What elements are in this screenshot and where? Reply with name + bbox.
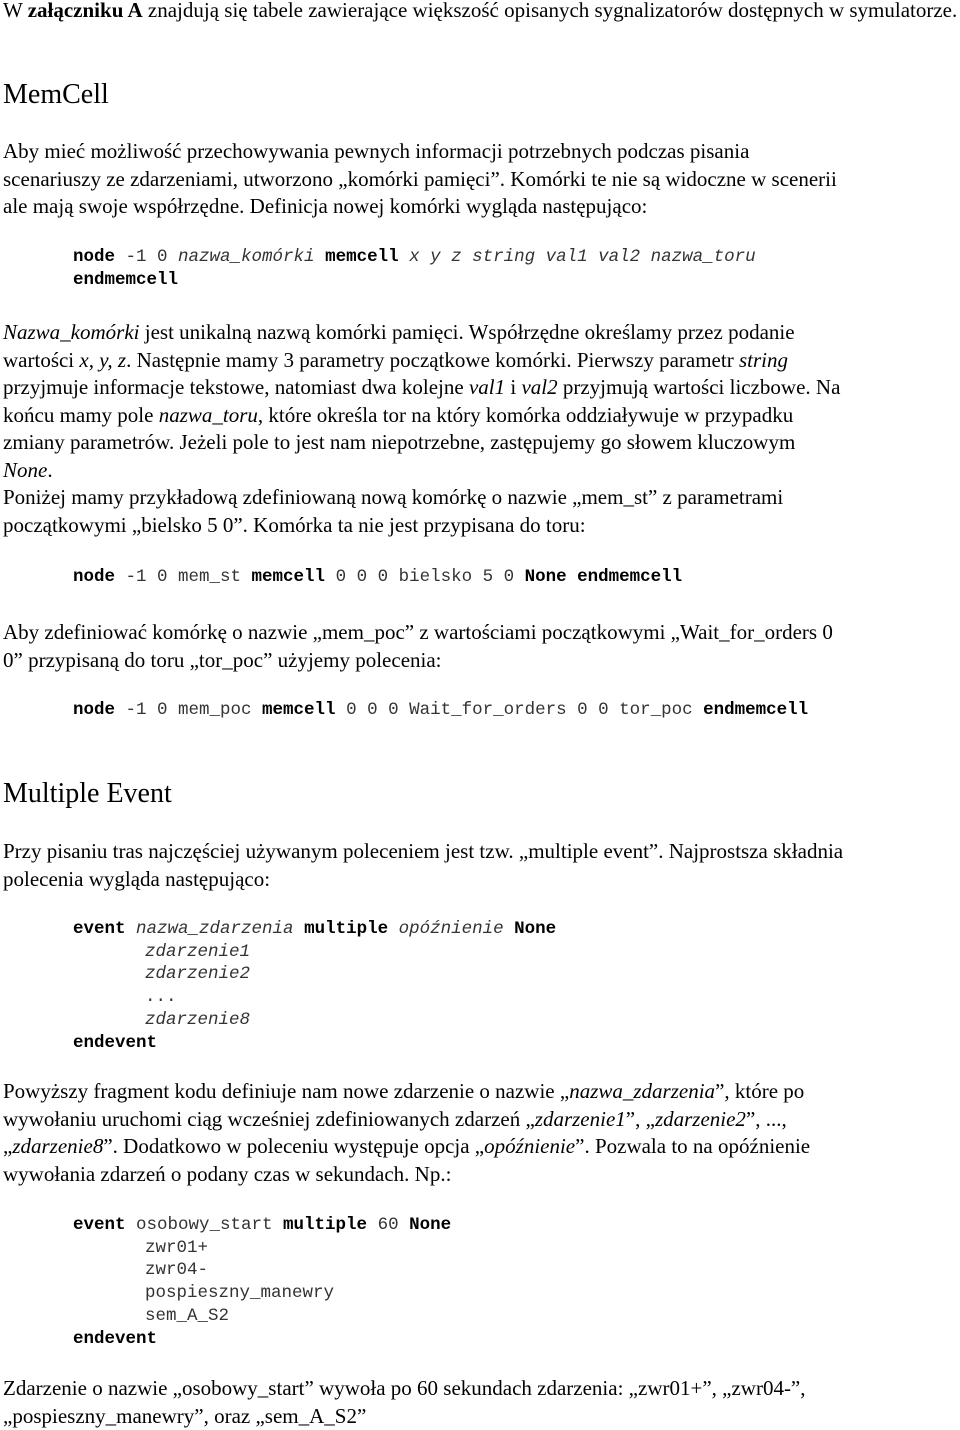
memcell-definition-code: node -1 0 nazwa_komórki memcell x y z string val1 val2 nazwa_toru endmemcell — [73, 247, 756, 290]
memcell-paragraph-3: Aby zdefiniować komórkę o nazwie „mem_poc” z wartościami początkowymi „Wait_for_orders 0 0” przypisaną do toru „tor_poc” użyjemy polecenia: — [3, 620, 833, 672]
section-heading-memcell: MemCell — [3, 79, 109, 110]
memcell-paragraph-2: Nazwa_komórki jest unikalną nazwą komórki pamięci. Współrzędne określamy przez podanie wartości x, y, z. Następnie mamy 3 parametry początkowe komórki. Pierwszy parametr string przyjmuje informacje tekstowe, natomiast dwa kolejne val1 i val2 przyjmują wartości liczbowe. Na końcu mamy pole nazwa_toru, które określa tor na który komórka oddziaływuje w przypadku zmiany parametrów. Jeżeli pole to jest nam niepotrzebne, zastępujemy go słowem kluczowym None. Poniżej mamy przykładową zdefiniowaną nową komórkę o nazwie „mem_st” z parametrami początkowymi „bielsko 5 0”. Komórka ta nie jest przypisana do toru: — [3, 320, 841, 537]
memcell-example-1-code: node -1 0 mem_st memcell 0 0 0 bielsko 5 0 None endmemcell — [73, 567, 683, 587]
multiple-event-syntax-code: event nazwa_zdarzenia multiple opóźnienie None zdarzenie1 zdarzenie2 ... zdarzenie8 endevent — [73, 919, 557, 1053]
memcell-paragraph-1: Aby mieć możliwość przechowywania pewnych informacji potrzebnych podczas pisania scenariuszy ze zdarzeniami, utworzono „komórki pamięci”. Komórki te nie są widoczne w scenerii ale mają swoje współrzędne. Definicja nowej komórki wygląda następująco: — [3, 139, 837, 218]
multiple-paragraph-3: Zdarzenie o nazwie „osobowy_start” wywoła po 60 sekundach zdarzenia: „zwr01+”, „zwr04-”, „pospieszny_manewry”, oraz „sem_A_S2” — [3, 1376, 806, 1428]
multiple-paragraph-2: Powyższy fragment kodu definiuje nam nowe zdarzenie o nazwie „nazwa_zdarzenia”, które po wywołaniu uruchomi ciąg wcześniej zdefiniowanych zdarzeń „zdarzenie1”, „zdarzenie2”, ..., „zdarzenie8”. Dodatkowo w poleceniu występuje opcja „opóźnienie”. Pozwala to na opóźnienie wywołania zdarzeń o podany czas w sekundach. Np.: — [3, 1079, 811, 1186]
multiple-paragraph-1: Przy pisaniu tras najczęściej używanym poleceniem jest tzw. „multiple event”. Najprostsza składnia polecenia wygląda następująco: — [3, 839, 844, 891]
bold-term: załączniku A — [27, 0, 143, 22]
memcell-example-2-code: node -1 0 mem_poc memcell 0 0 0 Wait_for_orders 0 0 tor_poc endmemcell — [73, 700, 809, 720]
multiple-event-example-code: event osobowy_start multiple 60 None zwr01+ zwr04- pospieszny_manewry sem_A_S2 endevent — [73, 1215, 452, 1349]
intro-paragraph: W załączniku A znajdują się tabele zawierające większość opisanych sygnalizatorów dostępnych w symulatorze. — [3, 0, 958, 22]
section-heading-multiple-event: Multiple Event — [3, 778, 172, 809]
